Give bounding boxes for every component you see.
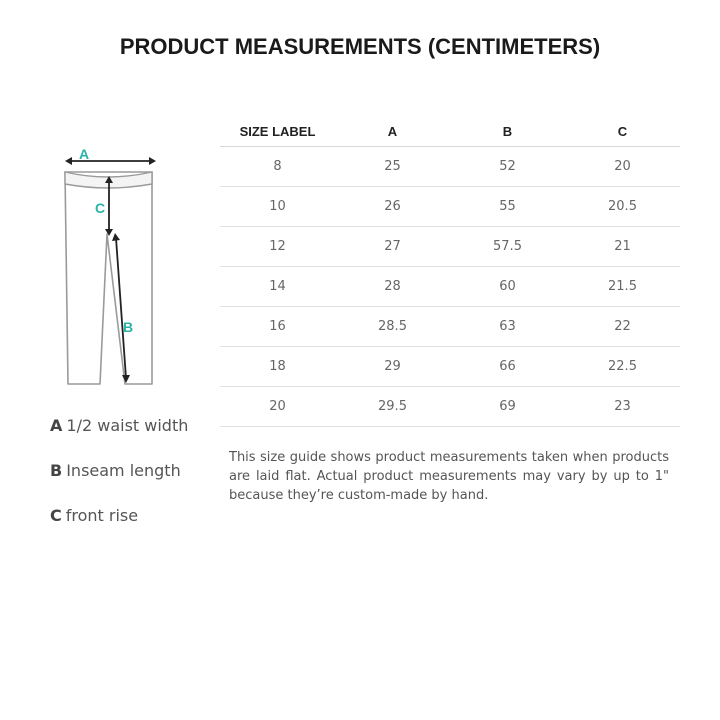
cell-c: 22 [565,307,680,347]
cell-b: 57.5 [450,227,565,267]
header-size-label: SIZE LABEL [220,116,335,147]
cell-c: 21.5 [565,267,680,307]
table-row [220,147,680,187]
legend-item-a [50,415,188,460]
label-b: B [123,319,134,335]
legend-key: B [50,461,63,480]
cell-size: 18 [220,347,335,387]
cell-b: 52 [450,147,565,187]
cell-a: 29 [335,347,450,387]
size-guide-note: This size guide shows product measurements taken when products are laid flat. Actual product measurements may vary by up to 1" because they’re custom-made by hand. [229,450,669,503]
cell-b: 55 [450,187,565,227]
header-c: C [565,116,680,147]
cell-c: 20 [565,147,680,187]
cell-a: 29.5 [335,387,450,427]
page-title: PRODUCT MEASUREMENTS (CENTIMETERS) [119,34,601,59]
header-a: A [335,116,450,147]
cell-c: 21 [565,227,680,267]
size-table [220,116,680,427]
cell-a: 28 [335,267,450,307]
table-row [220,227,680,267]
legend-item-c [50,505,188,550]
legend-item-b [50,460,188,505]
header-b: B [450,116,565,147]
cell-c: 20.5 [565,187,680,227]
pants-diagram [55,140,175,390]
cell-size: 14 [220,267,335,307]
cell-c: 22.5 [565,347,680,387]
cell-b: 63 [450,307,565,347]
legend-text: Inseam length [66,461,181,480]
pants-outline-icon [55,140,175,390]
measurement-legend [50,415,188,550]
cell-a: 26 [335,187,450,227]
label-a: A [79,146,90,162]
cell-size: 16 [220,307,335,347]
legend-key: A [50,416,63,435]
label-c: C [95,200,106,216]
cell-c: 23 [565,387,680,427]
cell-size: 20 [220,387,335,427]
table-row [220,387,680,427]
cell-size: 10 [220,187,335,227]
cell-a: 27 [335,227,450,267]
legend-key: C [50,506,62,525]
cell-size: 8 [220,147,335,187]
cell-b: 66 [450,347,565,387]
legend-text: 1/2 waist width [66,416,189,435]
cell-size: 12 [220,227,335,267]
table-row [220,347,680,387]
cell-b: 60 [450,267,565,307]
table-row [220,187,680,227]
legend-text: front rise [65,506,139,525]
table-row [220,307,680,347]
cell-a: 25 [335,147,450,187]
cell-b: 69 [450,387,565,427]
table-row [220,267,680,307]
table-header-row [220,116,680,147]
cell-a: 28.5 [335,307,450,347]
